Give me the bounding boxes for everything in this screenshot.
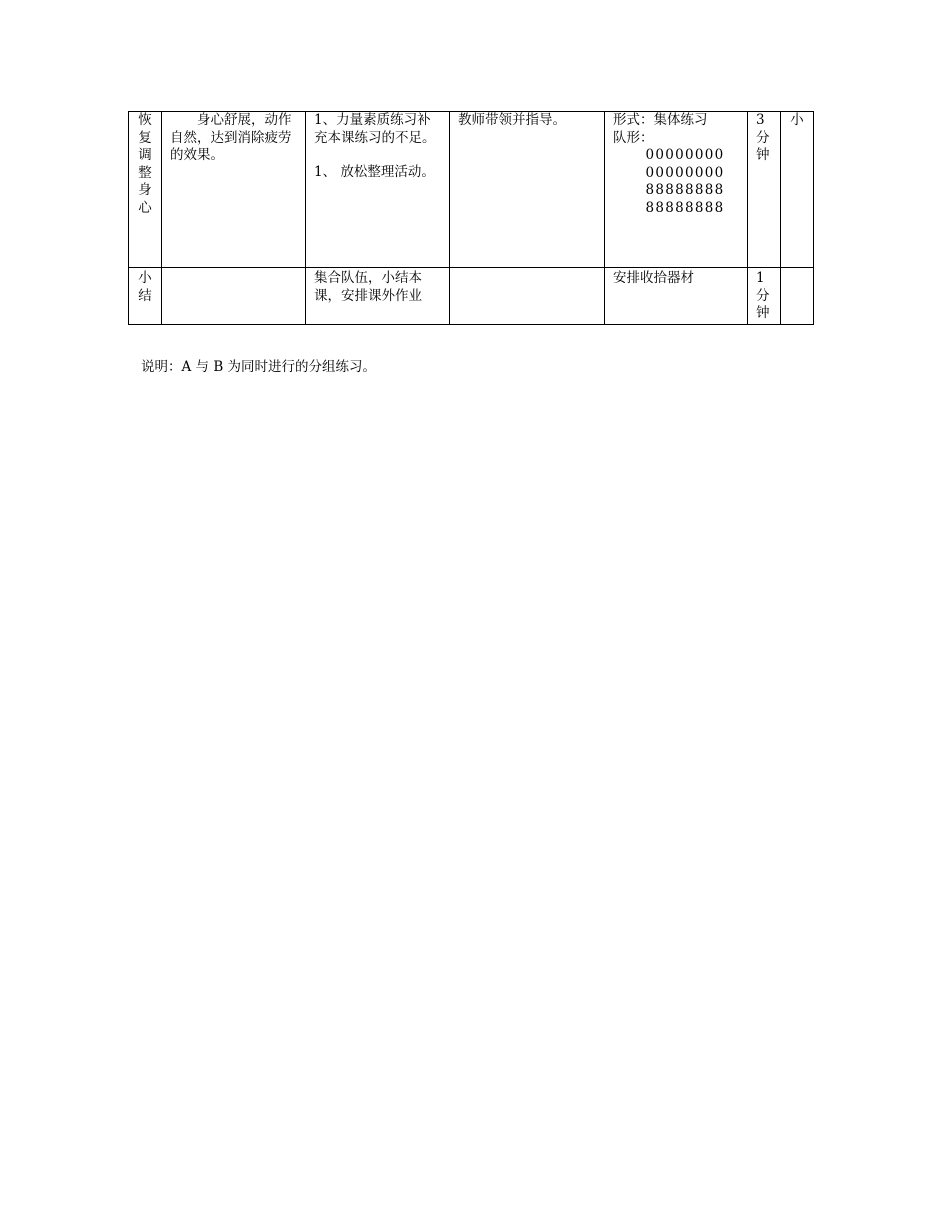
stage-char: 身 xyxy=(138,182,152,198)
teacher-cell xyxy=(450,112,605,268)
stage-char: 整 xyxy=(138,164,152,181)
time-char: 3 xyxy=(756,112,765,128)
content-cell xyxy=(306,268,450,325)
content-cell xyxy=(306,112,450,268)
content-item: 1、力量素质练习补充本课练习的不足。 xyxy=(314,112,436,146)
stage-char: 调 xyxy=(138,147,152,163)
stage-char: 结 xyxy=(138,287,152,304)
content-item: 集合队伍，小结本课，安排课外作业 xyxy=(314,270,422,304)
load-cell xyxy=(781,112,814,268)
time-char: 钟 xyxy=(756,147,770,163)
lesson-plan-table xyxy=(128,111,814,325)
footnote: 说明：A 与 B 为同时进行的分组练习。 xyxy=(141,359,377,375)
goal-cell xyxy=(162,112,306,268)
table-row xyxy=(129,268,814,325)
formation-line: 00000000 xyxy=(645,147,725,163)
teacher-cell xyxy=(450,268,605,325)
time-char: 钟 xyxy=(756,305,770,321)
table-row xyxy=(129,112,814,268)
time-cell xyxy=(748,268,781,325)
load-text: 小 xyxy=(790,112,804,128)
spacer xyxy=(314,147,441,164)
stage-cell xyxy=(129,112,162,268)
org-text: 安排收拾器材 xyxy=(613,270,694,286)
content-item: 1、 放松整理活动。 xyxy=(314,164,435,180)
stage-char: 恢 xyxy=(138,112,152,128)
stage-char: 复 xyxy=(138,129,152,146)
organization-cell xyxy=(605,268,748,325)
org-formation-label: 队形： xyxy=(613,129,654,146)
time-char: 分 xyxy=(756,287,770,304)
org-form-text: 形式：集体练习 xyxy=(613,112,708,128)
organization-cell xyxy=(605,112,748,268)
goal-cell xyxy=(162,268,306,325)
load-cell xyxy=(781,268,814,325)
formation-line: 88888888 xyxy=(645,182,725,198)
teacher-text: 教师带领并指导。 xyxy=(458,112,566,128)
time-char: 1 xyxy=(756,270,765,286)
formation-line: 00000000 xyxy=(645,164,725,181)
time-char: 分 xyxy=(756,129,770,146)
stage-char: 小 xyxy=(138,270,152,286)
time-cell xyxy=(748,112,781,268)
stage-cell xyxy=(129,268,162,325)
goal-text: 身心舒展，动作自然，达到消除疲劳的效果。 xyxy=(170,112,292,163)
formation-line: 88888888 xyxy=(645,199,725,216)
stage-char: 心 xyxy=(138,199,152,216)
